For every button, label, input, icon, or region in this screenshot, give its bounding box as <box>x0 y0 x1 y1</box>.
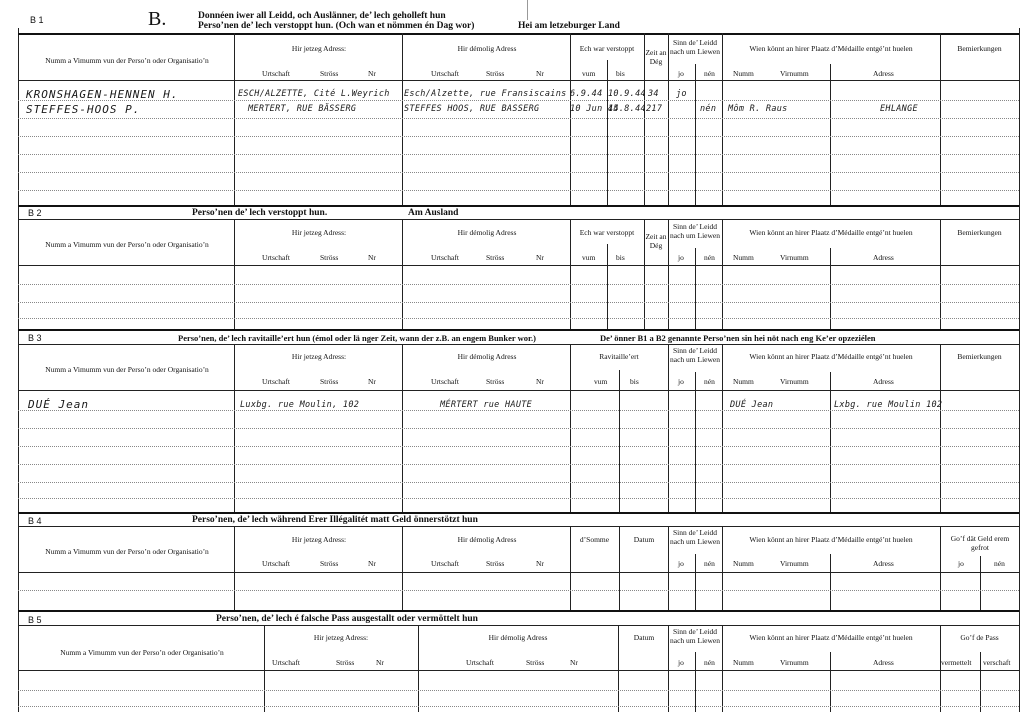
sub-street: Ströss <box>320 377 339 386</box>
col-medal: Wien könnt an hirer Plaatz d’Médaille entgé’nt huelen <box>749 633 913 642</box>
entry-medal-addr: EHLANGE <box>880 104 918 114</box>
sub-city: Urtschaft <box>262 559 290 568</box>
section-id: B 3 <box>28 333 42 343</box>
entry-addr-now: Luxbg. rue Moulin, 102 <box>240 400 360 410</box>
sub-first: Virnumm <box>780 69 809 78</box>
col-pass: Go’f de Pass <box>960 633 999 642</box>
sub-no: nén <box>704 559 715 568</box>
sub-first: Virnumm <box>780 253 809 262</box>
sub-made: vermettelt <box>941 658 972 667</box>
sub-street: Ströss <box>486 69 505 78</box>
section-title-b: De’ önner B1 a B2 genannte Perso’nen sin hei nöt nach eng Ke’er opzeziélen <box>600 333 876 343</box>
sub-street: Ströss <box>320 69 339 78</box>
frame-right <box>1019 28 1020 712</box>
sub-yes: jo <box>678 69 684 78</box>
sub-nr: Nr <box>536 69 544 78</box>
section-id: B 4 <box>28 516 42 526</box>
col-name: Numm a Vimumm vun der Perso’n oder Organisatio’n <box>60 648 224 657</box>
sub-from: vum <box>582 253 596 262</box>
entry-name: KRONSHAGEN-HENNEN H. <box>26 88 179 101</box>
sub-name: Numm <box>733 69 754 78</box>
col-alive: Sinn de’ Leidd nach um Liewen <box>670 222 720 240</box>
sub-no: nén <box>994 559 1005 568</box>
sub-street: Ströss <box>336 658 355 667</box>
sub-nr: Nr <box>368 559 376 568</box>
section-title: Perso’nen, de’ lech während Erer Illégalitét matt Geld önnerstötzt hun <box>192 515 478 525</box>
col-addr-now: Hir jetzeg Adress: <box>313 633 369 642</box>
entry-medal-name: Môm R. Raus <box>728 104 788 114</box>
col-alive: Sinn de’ Leidd nach um Liewen <box>670 38 720 56</box>
col-remarks: Bemierkungen <box>957 44 1002 53</box>
sub-yes: jo <box>678 253 684 262</box>
sub-nr: Nr <box>536 253 544 262</box>
sub-street: Ströss <box>486 559 505 568</box>
sub-to: bis <box>616 69 625 78</box>
col-addr-now: Hir jetzeg Adress: <box>291 44 347 53</box>
entry-addr-then: STEFFES HOOS, RUE BASSERG <box>404 104 540 114</box>
entry-from: 6.9.44 <box>570 89 603 99</box>
section-title: Donnéen iwer all Leidd, och Auslänner, de’ lech geholleft hun <box>198 11 446 21</box>
sub-city: Urtschaft <box>431 377 459 386</box>
col-alive: Sinn de’ Leidd nach um Liewen <box>670 627 720 645</box>
section-title: Perso’nen, de’ lech ravitaille’ert hun (émol oder lä nger Zeit, wann der z.B. an engem Bunker wor.) <box>178 333 536 343</box>
sub-city: Urtschaft <box>466 658 494 667</box>
fold-mark <box>527 0 528 20</box>
col-alive: Sinn de’ Leidd nach um Liewen <box>670 346 720 364</box>
col-name: Numm a Vimumm vun der Perso’n oder Organisatio’n <box>45 240 209 249</box>
sub-street: Ströss <box>320 253 339 262</box>
entry-name: STEFFES-HOOS P. <box>26 103 141 116</box>
col-name: Numm a Vimumm vun der Perso’n oder Organisatio’n <box>45 547 209 556</box>
section-title: Perso’nen, de’ lech é falsche Pass ausgestallt oder vermöttelt hun <box>216 614 478 624</box>
sub-yes: jo <box>678 559 684 568</box>
sub-address: Adress <box>873 253 894 262</box>
entry-no: nén <box>700 104 717 114</box>
sub-to: bis <box>630 377 639 386</box>
entry-to: 10.9.44 <box>608 89 646 99</box>
col-time: Zeit an Dég <box>645 232 667 250</box>
col-name: Numm a Vimumm vun der Perso’n oder Organisatio’n <box>45 56 209 65</box>
sub-issued: verschaft <box>983 658 1011 667</box>
sub-from: vum <box>582 69 596 78</box>
sub-address: Adress <box>873 658 894 667</box>
sub-nr: Nr <box>536 559 544 568</box>
entry-medal-name: DUÉ Jean <box>730 400 774 410</box>
entry-name: DUÉ Jean <box>28 398 89 411</box>
sub-name: Numm <box>733 377 754 386</box>
col-addr-now: Hir jetzeg Adress: <box>291 228 347 237</box>
entry-days: 34 <box>648 89 659 99</box>
sub-no: nén <box>704 658 715 667</box>
sub-address: Adress <box>873 559 894 568</box>
sub-address: Adress <box>873 69 894 78</box>
sub-from: vum <box>594 377 608 386</box>
sub-yes: jo <box>958 559 964 568</box>
section-id: B 5 <box>28 615 42 625</box>
col-addr-now: Hir jetzeg Adress: <box>291 352 347 361</box>
section-subtitle: Perso’nen de’ lech verstoppt hun. (Och wan et nömmen én Dag wor) <box>198 21 475 31</box>
col-hidden: Ech war verstoppt <box>579 44 635 53</box>
col-remarks: Bemierkungen <box>957 228 1002 237</box>
col-addr-then: Hir démolig Adress <box>457 352 517 361</box>
col-alive: Sinn de’ Leidd nach um Liewen <box>670 528 720 546</box>
sub-no: nén <box>704 69 715 78</box>
section-title-b: Am Ausland <box>408 208 459 218</box>
entry-addr-then: MÉRTERT rue HAUTE <box>440 400 533 410</box>
sub-nr: Nr <box>368 377 376 386</box>
sub-no: nén <box>704 253 715 262</box>
col-date: Datum <box>633 633 655 642</box>
col-addr-then: Hir démolig Adress <box>488 633 548 642</box>
sub-first: Virnumm <box>780 377 809 386</box>
sub-city: Urtschaft <box>262 253 290 262</box>
entry-addr-now: ESCH/ALZETTE, Cité L.Weyrich <box>238 89 390 99</box>
sub-first: Virnumm <box>780 658 809 667</box>
col-remarks: Bemierkungen <box>957 352 1002 361</box>
col-time: Zeit an Dég <box>645 48 667 66</box>
sub-city: Urtschaft <box>431 253 459 262</box>
col-medal: Wien könnt an hirer Plaatz d’Médaille entgé’nt huelen <box>749 44 913 53</box>
sub-nr: Nr <box>536 377 544 386</box>
sub-first: Virnumm <box>780 559 809 568</box>
col-gift: Go’f dät Geld erem gefrot <box>950 534 1010 552</box>
sub-city: Urtschaft <box>262 377 290 386</box>
sub-city: Urtschaft <box>262 69 290 78</box>
sub-city: Urtschaft <box>431 559 459 568</box>
sub-no: nén <box>704 377 715 386</box>
entry-addr-now: MERTERT, RUE BÄSSERG <box>248 104 357 114</box>
col-medal: Wien könnt an hirer Plaatz d’Médaille entgé’nt huelen <box>749 535 913 544</box>
col-ravit: Ravitaille’ert <box>599 352 639 361</box>
sub-street: Ströss <box>486 377 505 386</box>
section-id: B 1 <box>30 15 44 25</box>
col-name: Numm a Vimumm vun der Perso’n oder Organisatio’n <box>45 365 209 374</box>
col-addr-now: Hir jetzeg Adress: <box>291 535 347 544</box>
entry-days: 217 <box>646 104 663 114</box>
sub-nr: Nr <box>570 658 578 667</box>
sub-to: bis <box>616 253 625 262</box>
entry-medal-addr: Lxbg. rue Moulin 102 <box>834 400 943 410</box>
col-medal: Wien könnt an hirer Plaatz d’Médaille entgé’nt huelen <box>749 352 913 361</box>
entry-from: 10 Jun 44 <box>570 104 619 114</box>
sub-city: Urtschaft <box>272 658 300 667</box>
col-date: Datum <box>633 535 655 544</box>
section-subtitle-b: Hei am letzeburger Land <box>518 21 620 31</box>
entry-addr-then: Esch/Alzette, rue Fransiscains <box>404 89 567 99</box>
entry-to: 15.8.44 <box>608 104 646 114</box>
entry-yes: jo <box>676 89 687 99</box>
form-letter: B. <box>148 8 167 30</box>
sub-name: Numm <box>733 658 754 667</box>
sub-name: Numm <box>733 253 754 262</box>
sub-name: Numm <box>733 559 754 568</box>
sub-city: Urtschaft <box>431 69 459 78</box>
sub-street: Ströss <box>486 253 505 262</box>
col-sum: d’Somme <box>579 535 610 544</box>
col-addr-then: Hir démolig Adress <box>457 228 517 237</box>
section-title: Perso’nen de’ lech verstoppt hun. <box>192 208 328 218</box>
section-id: B 2 <box>28 208 42 218</box>
sub-nr: Nr <box>368 69 376 78</box>
sub-nr: Nr <box>368 253 376 262</box>
col-medal: Wien könnt an hirer Plaatz d’Médaille entgé’nt huelen <box>749 228 913 237</box>
col-addr-then: Hir démolig Adress <box>457 535 517 544</box>
sub-nr: Nr <box>376 658 384 667</box>
sub-address: Adress <box>873 377 894 386</box>
sub-street: Ströss <box>320 559 339 568</box>
sub-yes: jo <box>678 658 684 667</box>
sub-street: Ströss <box>526 658 545 667</box>
col-addr-then: Hir démolig Adress <box>457 44 517 53</box>
sub-yes: jo <box>678 377 684 386</box>
col-hidden: Ech war verstoppt <box>579 228 635 237</box>
